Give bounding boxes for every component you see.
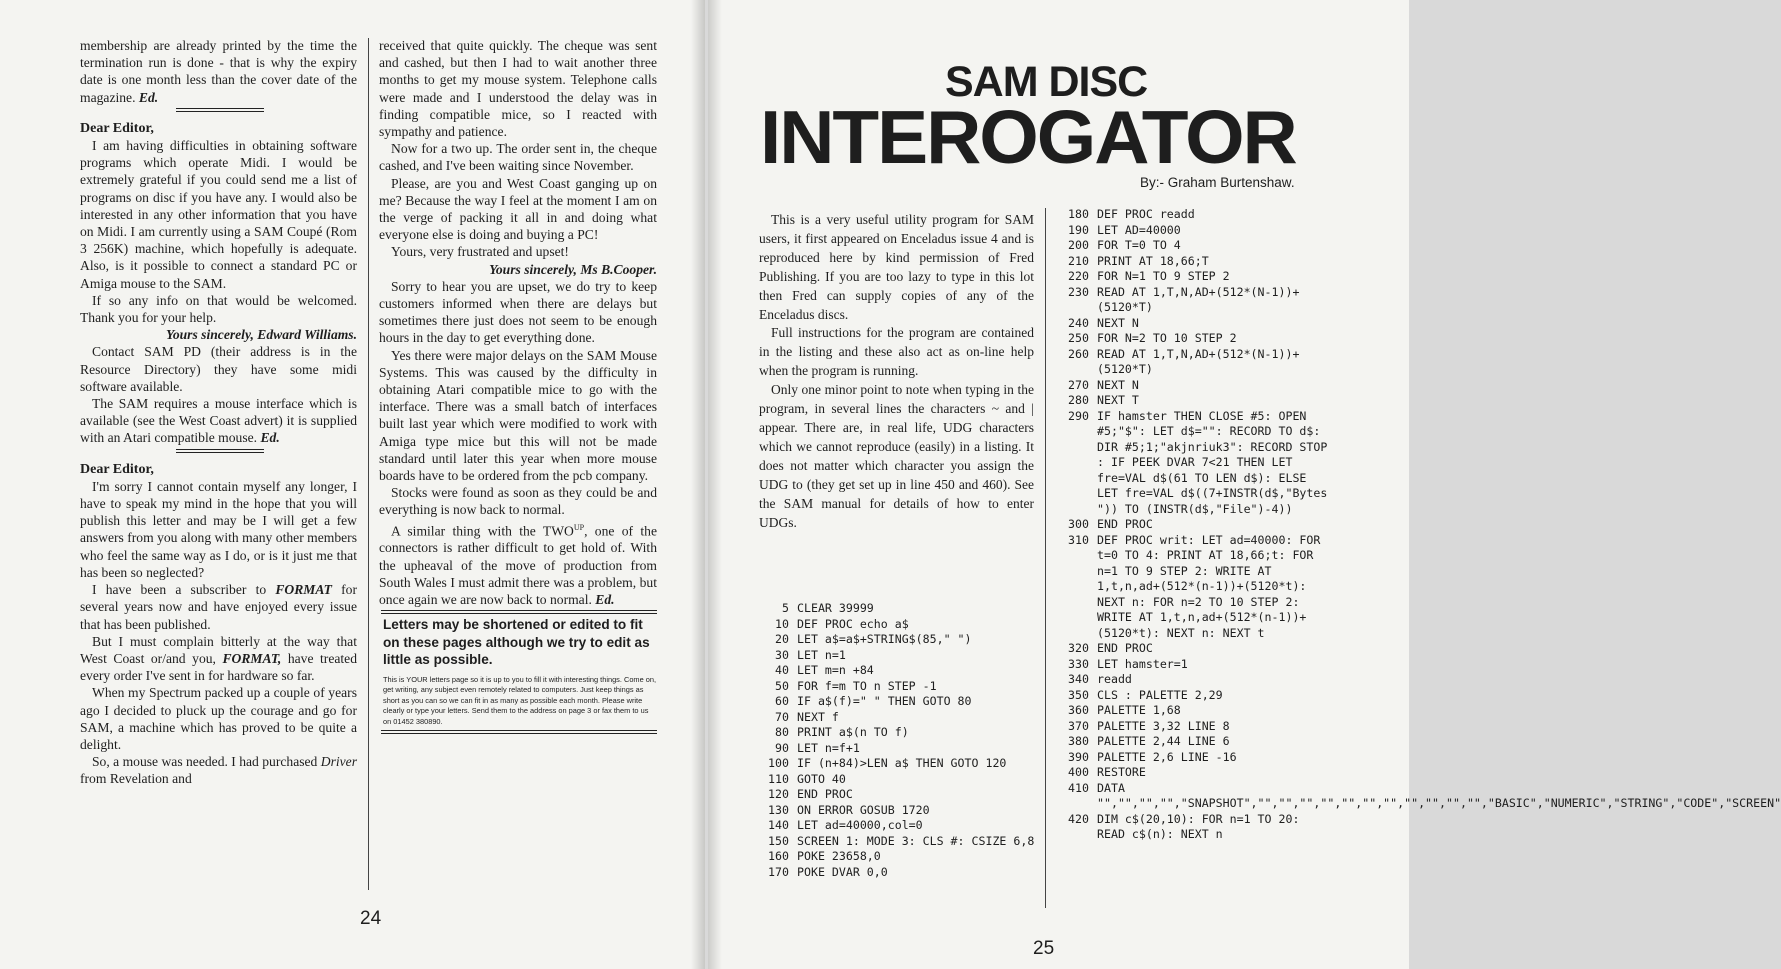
- code-text: LET n=f+1: [797, 740, 860, 755]
- line-number: 360: [1068, 703, 1089, 717]
- paragraph: [80, 633, 357, 685]
- letter-salutation: Dear Editor,: [80, 461, 154, 477]
- code-line: [759, 679, 1036, 695]
- paragraph-text: I have been a subscriber to: [92, 582, 276, 598]
- code-text: READ AT 1,T,N,AD+(512*(N-1))+(5120*T): [1097, 284, 1300, 314]
- line-number: 80: [775, 725, 789, 739]
- code-line: [1059, 641, 1334, 657]
- paragraph-text: A similar thing with the TWO: [391, 523, 574, 539]
- code-text: FOR T=0 TO 4: [1097, 238, 1181, 252]
- code-line: [1059, 331, 1334, 347]
- intro-paragraph: This is a very useful utility program for SAM users, it first appeared on Enceladus issue 4 and is reproduced here by kind permission of Fred Publishing. If you are too lazy to type in this lot then Fred can supply copies of any of the Enceladus discs.: [759, 212, 1034, 322]
- paragraph-text: But I must complain bitterly at the way that West Coast or/and you,: [80, 633, 357, 666]
- code-text: IF a$(f)=" " THEN GOTO 80: [797, 694, 972, 708]
- emphasis-text: FORMAT,: [222, 650, 282, 666]
- code-line: [1059, 719, 1334, 735]
- left-page: [0, 0, 705, 969]
- line-number: 190: [1068, 222, 1089, 237]
- line-number: 5: [782, 601, 789, 615]
- column-divider: [1045, 208, 1046, 908]
- code-line: [1059, 285, 1334, 316]
- code-text: LET hamster=1: [1097, 656, 1188, 671]
- line-number: 410: [1068, 780, 1089, 795]
- line-number: 150: [768, 833, 789, 848]
- code-line: [1059, 207, 1334, 223]
- line-number: 370: [1068, 718, 1089, 733]
- paragraph-text: membership are already printed by the time the termination run is done - that is why the expiry date is one month less than the cover date of the magazine.: [80, 38, 357, 105]
- line-number: 140: [768, 818, 789, 832]
- divider-rule: [176, 108, 264, 112]
- emphasis-text: Ed.: [260, 430, 280, 446]
- code-text: PALETTE 3,32 LINE 8: [1097, 718, 1230, 733]
- line-number: 220: [1068, 269, 1089, 283]
- code-line: [759, 725, 1036, 741]
- line-number: 400: [1068, 765, 1089, 779]
- superscript: UP: [573, 522, 585, 532]
- code-text: DEF PROC readd: [1097, 207, 1195, 221]
- article-title-big: INTEROGATOR: [760, 95, 1296, 179]
- line-number: 110: [768, 771, 789, 786]
- code-line: [759, 632, 1036, 648]
- paragraph-text: Now for a two up. The order sent in, the cheque cashed, and I've been waiting since November.: [379, 141, 657, 174]
- code-line: [759, 617, 1036, 633]
- letter-salutation: Dear Editor,: [80, 120, 154, 136]
- letters-column-1: [80, 37, 357, 788]
- line-number: 60: [775, 694, 789, 708]
- code-text: NEXT N: [1097, 377, 1139, 392]
- line-number: 40: [775, 663, 789, 677]
- code-text: PALETTE 2,44 LINE 6: [1097, 734, 1230, 748]
- paragraph: [80, 581, 357, 633]
- notice-headline: Letters may be shortened or edited to fit on these pages although we try to edit as little as possible.: [383, 617, 650, 668]
- paragraph: [379, 37, 657, 140]
- code-text: READ AT 1,T,N,AD+(512*(N-1))+(5120*T): [1097, 346, 1300, 376]
- code-text: NEXT T: [1097, 393, 1139, 407]
- program-listing-part-1: [759, 601, 1036, 880]
- paragraph-text-cont: for several years now and have enjoyed every issue that has been published.: [80, 582, 357, 632]
- code-text: PRINT a$(n TO f): [797, 725, 909, 739]
- paragraph: [379, 278, 657, 347]
- code-line: [1059, 750, 1334, 766]
- paragraph-text: I am having difficulties in obtaining software programs which operate Midi. I would be extremely grateful if you could send me a list of programs on disc if you have any. I would also be interested in any other information that you have on Midi. I am currently using a SAM Coupé (Rom 3 256K) machine, which hopefully is adequate. Also, is it possible to connect a standard PC or Amiga mouse to the SAM.: [80, 138, 357, 291]
- code-line: [1059, 238, 1334, 254]
- paragraph-text: Stocks were found as soon as they could be and everything is now back to normal.: [379, 485, 657, 518]
- paragraph-text-cont: have treated every order I've sent in for hardware so far.: [80, 650, 358, 684]
- line-number: 330: [1068, 656, 1089, 671]
- code-text: RESTORE: [1097, 765, 1146, 779]
- code-text: DEF PROC echo a$: [797, 616, 909, 631]
- code-line: [759, 756, 1036, 772]
- paragraph: [80, 37, 357, 106]
- code-text: END PROC: [797, 787, 853, 801]
- code-text: SCREEN 1: MODE 3: CLS #: CSIZE 6,8: [797, 833, 1035, 848]
- paragraph: [379, 175, 657, 244]
- program-listing-part-2: [1059, 207, 1781, 843]
- code-text: FOR N=2 TO 10 STEP 2: [1097, 331, 1237, 345]
- line-number: 200: [1068, 238, 1089, 252]
- code-text: FOR N=1 TO 9 STEP 2: [1097, 269, 1230, 283]
- code-text: NEXT f: [797, 709, 839, 724]
- code-line: [1059, 316, 1334, 332]
- paragraph: [379, 347, 657, 485]
- line-number: 340: [1068, 672, 1089, 686]
- code-line: [1059, 812, 1334, 843]
- line-number: 280: [1068, 393, 1089, 407]
- code-line: [759, 663, 1036, 679]
- line-number: 310: [1068, 532, 1089, 547]
- paragraph-text: Yours, very frustrated and upset!: [391, 244, 569, 260]
- code-text: END PROC: [1097, 517, 1153, 531]
- paragraph-text: If so any info on that would be welcomed. Thank you for your help.: [80, 292, 357, 326]
- code-line: [759, 803, 1036, 819]
- code-text: NEXT N: [1097, 315, 1139, 330]
- divider-rule: [176, 449, 264, 453]
- code-text: IF (n+84)>LEN a$ THEN GOTO 120: [797, 756, 1007, 770]
- line-number: 120: [768, 787, 789, 801]
- code-line: [1059, 734, 1334, 750]
- paragraph-text: So, a mouse was needed. I had purchased: [92, 754, 321, 770]
- code-text: CLEAR 39999: [797, 601, 874, 615]
- code-line: [1059, 533, 1334, 642]
- code-text: LET AD=40000: [1097, 222, 1181, 237]
- paragraph-text: Contact SAM PD (their address is in the Resource Directory) they have some midi software available.: [80, 344, 357, 394]
- code-text: PALETTE 1,68: [1097, 703, 1181, 717]
- code-line: [1059, 409, 1334, 518]
- emphasis-text: Ed.: [138, 89, 159, 105]
- paragraph: [80, 684, 357, 753]
- paragraph-text-cont: from Revelation and: [80, 771, 192, 787]
- code-text: LET a$=a$+STRING$(85," "): [797, 632, 972, 646]
- article-intro: [759, 211, 1034, 532]
- emphasis-text: Ed.: [595, 592, 615, 608]
- line-number: 240: [1068, 315, 1089, 330]
- code-text: DATA "","","","","SNAPSHOT","","","","","","","","","","","","BASIC","NUMERIC","STRING","CODE","SCREEN": [1097, 780, 1781, 810]
- code-text: PRINT AT 18,66;T: [1097, 253, 1209, 268]
- code-line: [1059, 223, 1334, 239]
- intro-paragraph: Only one minor point to note when typing in the program, in several lines the characters ~ and | appear. There are, in real life, UDG characters which we cannot reproduce (easily) in a listing. It does not matter which character you assign the UDG to (they get set up in line 450 and 460). See the SAM manual for details of how to enter UDGs.: [759, 382, 1034, 530]
- page-number-right: 25: [1033, 938, 1055, 959]
- line-number: 160: [768, 849, 789, 863]
- line-number: 10: [775, 616, 789, 631]
- paragraph-text: Yes there were major delays on the SAM Mouse Systems. This was caused by the difficulty in obtaining Atari compatible mice to go with the interface. There was a small batch of interfaces built last year which were modified to work with Amiga type mice but this will not be made standard until later this year when more mouse boards have to be ordered from the pcb company.: [379, 347, 657, 484]
- paragraph: [379, 243, 657, 260]
- code-line: [1059, 657, 1334, 673]
- letters-column-2: [379, 37, 657, 734]
- line-number: 20: [775, 632, 789, 646]
- code-text: ON ERROR GOSUB 1720: [797, 802, 930, 817]
- line-number: 100: [768, 756, 789, 770]
- code-text: IF hamster THEN CLOSE #5: OPEN #5;"$": LET d$="": RECORD TO d$: DIR #5;1;"akjnriuk3": RECORD STOP : IF PEEK DVAR 7<21 THEN LET fre=VAL d$(61 TO LEN d$): ELSE LET fre=VAL d$((7+INSTR(d$,"Bytes ")) TO (INSTR(d$,"File")-4)): [1097, 408, 1335, 516]
- line-number: 210: [1068, 253, 1089, 268]
- line-number: 350: [1068, 687, 1089, 702]
- paragraph: [80, 292, 357, 326]
- code-text: LET ad=40000,col=0: [797, 818, 923, 832]
- code-line: [1059, 517, 1334, 533]
- line-number: 90: [775, 740, 789, 755]
- article-title-small: SAM DISC: [945, 58, 1148, 106]
- code-text: CLS : PALETTE 2,29: [1097, 687, 1223, 702]
- paragraph-text: Please, are you and West Coast ganging up on me? Because the way I feel at the moment I am on the verge of packing it all in and doing what everyone else is doing and buying a PC!: [379, 175, 657, 243]
- code-line: [1059, 393, 1334, 409]
- code-text: END PROC: [1097, 641, 1153, 655]
- code-line: [1059, 688, 1334, 704]
- line-number: 390: [1068, 749, 1089, 764]
- line-number: 320: [1068, 641, 1089, 655]
- code-line: [759, 694, 1036, 710]
- paragraph: [80, 343, 357, 395]
- code-line: [759, 601, 1036, 617]
- letter-signoff: Yours sincerely, Edward Williams.: [166, 327, 357, 343]
- code-line: [759, 865, 1036, 881]
- line-number: 380: [1068, 734, 1089, 748]
- line-number: 130: [768, 802, 789, 817]
- code-line: [759, 772, 1036, 788]
- line-number: 50: [775, 678, 789, 693]
- paragraph-text: I'm sorry I cannot contain myself any longer, I have to speak my mind in the hope that you will publish this letter and may be I will get a few answers from you along with many other members who feel the same way as I do, or is it just me that has been so neglected?: [80, 478, 357, 580]
- line-number: 70: [775, 709, 789, 724]
- emphasis-text: FORMAT: [275, 582, 332, 598]
- code-text: PALETTE 2,6 LINE -16: [1097, 749, 1237, 764]
- paragraph-text: When my Spectrum packed up a couple of years ago I decided to pluck up the courage and go for SAM, a machine which has proved to be quite a delight.: [80, 685, 357, 752]
- code-line: [759, 849, 1036, 865]
- line-number: 300: [1068, 517, 1089, 531]
- code-text: FOR f=m TO n STEP -1: [797, 678, 937, 693]
- page-number: 24: [360, 908, 382, 929]
- code-line: [1059, 269, 1334, 285]
- code-line: [1059, 765, 1334, 781]
- code-line: [1059, 672, 1334, 688]
- paragraph-text: Sorry to hear you are upset, we do try to keep customers informed when there are delays but sometimes there just does not seem to be enough hours in the day to get everything done.: [379, 278, 657, 346]
- code-text: readd: [1097, 672, 1132, 686]
- paragraph: [80, 395, 357, 447]
- code-line: [1059, 347, 1334, 378]
- line-number: 260: [1068, 346, 1089, 361]
- paragraph-text: received that quite quickly. The cheque was sent and cashed, but then I had to wait another three months to get my mouse system. Telephone calls were made and I understood the delay was in finding compatible mice, so I reacted with sympathy and patience.: [379, 38, 657, 140]
- gutter-shadow: [708, 0, 722, 969]
- notice-rule-bottom: [381, 730, 657, 734]
- paragraph: [379, 484, 657, 518]
- line-number: 290: [1068, 408, 1089, 423]
- code-line: [1059, 378, 1334, 394]
- paragraph: [80, 137, 357, 292]
- code-text: POKE DVAR 0,0: [797, 864, 888, 879]
- code-text: LET m=n +84: [797, 663, 874, 677]
- letter-signoff: Yours sincerely, Ms B.Cooper.: [489, 261, 657, 277]
- code-text: DIM c$(20,10): FOR n=1 TO 20: READ c$(n): NEXT n: [1097, 811, 1307, 841]
- code-text: LET n=1: [797, 647, 846, 662]
- letters-column-2-body: [379, 37, 657, 608]
- code-line: [759, 834, 1036, 850]
- intro-paragraph: Full instructions for the program are contained in the listing and these also act as on-line help when the program is running.: [759, 325, 1034, 379]
- code-line: [759, 741, 1036, 757]
- line-number: 180: [1068, 207, 1089, 221]
- code-line: [1059, 254, 1334, 270]
- paragraph: [379, 519, 657, 609]
- line-number: 250: [1068, 331, 1089, 345]
- paragraph-text-cont: , one of the connectors is rather difficult to get hold of. With the upheaval of the move of production from South Wales I must admit there was a problem, but once again we are now back to normal.: [379, 523, 657, 608]
- paragraph: [80, 753, 357, 787]
- code-line: [759, 787, 1036, 803]
- code-text: DEF PROC writ: LET ad=40000: FOR t=0 TO 4: PRINT AT 18,66;t: FOR n=1 TO 9 STEP 2: WRITE AT 1,t,n,ad+(512*(n-1))+(5120*t): NEXT n: FOR n=2 TO 10 STEP 2: WRITE AT 1,t,n,ad+(512*(n-1))+(5120*t): NEXT n: NEXT t: [1097, 532, 1328, 640]
- code-line: [1059, 703, 1334, 719]
- code-text: POKE 23658,0: [797, 849, 881, 863]
- paragraph: [80, 478, 357, 581]
- column-divider: [368, 38, 369, 890]
- code-line: [1059, 780, 1781, 812]
- editorial-notice: [379, 614, 657, 727]
- italic-text: Driver: [320, 754, 358, 770]
- paragraph-text: The SAM requires a mouse interface which is available (see the West Coast advert) it is supplied with an Atari compatible mouse.: [80, 396, 357, 446]
- line-number: 30: [775, 647, 789, 662]
- code-text: GOTO 40: [797, 771, 846, 786]
- line-number: 270: [1068, 377, 1089, 392]
- paragraph: [379, 140, 657, 174]
- line-number: 420: [1068, 811, 1089, 826]
- gutter-shadow: [691, 0, 705, 969]
- line-number: 230: [1068, 284, 1089, 299]
- notice-text: This is YOUR letters page so it is up to you to fill it with interesting things. Come on, get writing, any subject even remotely related to computers. Just keep things as short as you can so we can fit in as many as possible each month. Please write clearly or type your letters. Send them to the address on page 3 or fax them to us on 01452 380890.: [383, 674, 657, 726]
- code-line: [759, 818, 1036, 834]
- code-line: [759, 710, 1036, 726]
- article-byline: By:- Graham Burtenshaw.: [1140, 175, 1295, 190]
- line-number: 170: [768, 864, 789, 879]
- code-line: [759, 648, 1036, 664]
